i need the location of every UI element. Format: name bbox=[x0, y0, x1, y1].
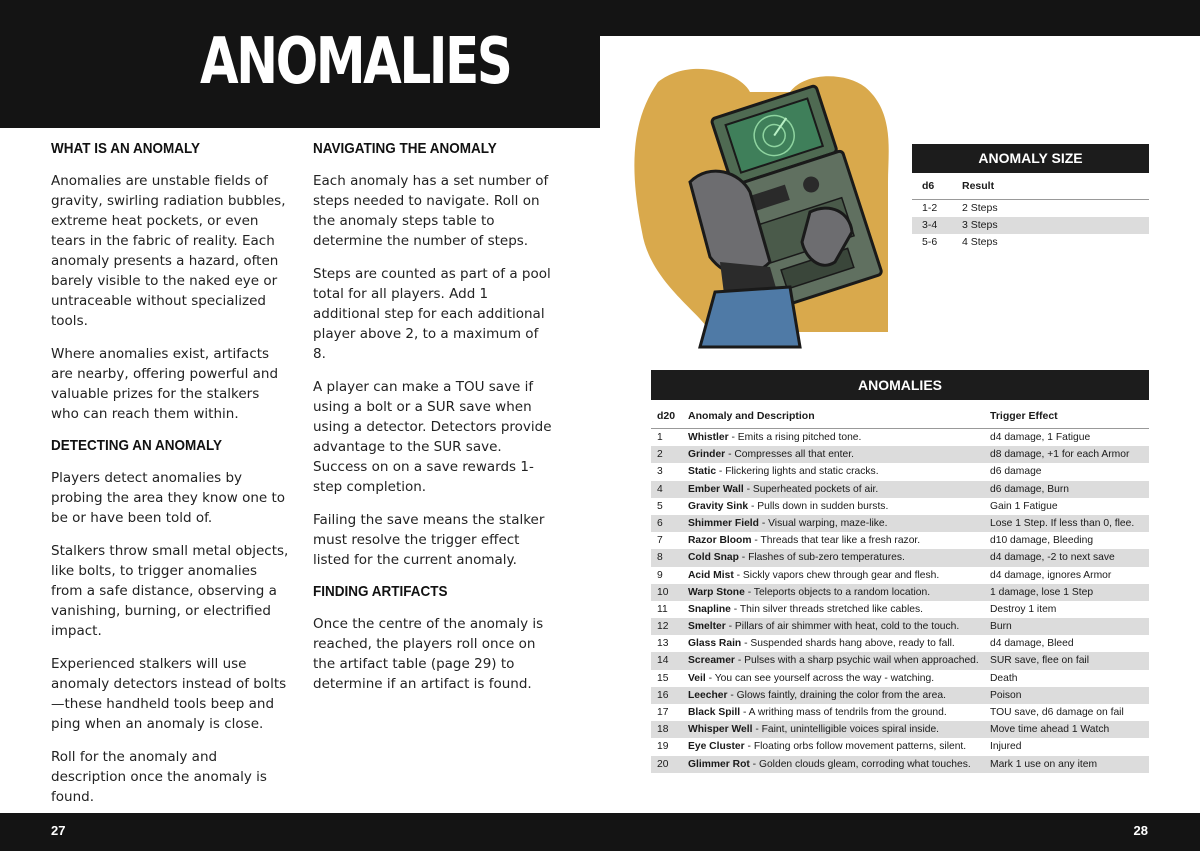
anomaly-name: Black Spill bbox=[688, 707, 741, 718]
roll-cell: 7 bbox=[657, 535, 663, 547]
table-cell: 2 Steps bbox=[962, 202, 998, 214]
table-row bbox=[651, 738, 1149, 755]
table-row bbox=[651, 481, 1149, 498]
table-cell: 3-4 bbox=[922, 219, 938, 231]
paragraph: A player can make a TOU save if using a bolt or a SUR save when using a detector. Detectors provide advantage to the SUR save. Success on on a save rewards 1-step completion. bbox=[313, 379, 552, 495]
roll-cell: 16 bbox=[657, 689, 669, 701]
roll-cell: 11 bbox=[657, 603, 668, 615]
roll-cell: 12 bbox=[657, 621, 669, 633]
paragraph: Players detect anomalies by probing the area they know one to be or have been told of. bbox=[51, 470, 286, 526]
table-cell: 1-2 bbox=[922, 202, 938, 214]
description-cell bbox=[688, 635, 990, 652]
table-row bbox=[651, 635, 1149, 652]
table-row bbox=[651, 601, 1149, 618]
header-cell: Trigger Effect bbox=[990, 410, 1058, 422]
table-row bbox=[651, 567, 1149, 584]
roll-cell: 8 bbox=[657, 552, 663, 564]
roll-cell: 19 bbox=[657, 741, 669, 753]
header-cell: Anomaly and Description bbox=[688, 410, 815, 422]
anomaly-name: Grinder bbox=[688, 449, 726, 461]
anomaly-description: - Floating orbs follow movement patterns, silent. bbox=[744, 741, 967, 753]
paragraph: Experienced stalkers will use anomaly detectors instead of bolts—these handheld tools beep and ping when an anomaly is close. bbox=[51, 656, 287, 732]
header-cell: Result bbox=[962, 180, 995, 192]
anomaly-description: - Teleports objects to a random location. bbox=[744, 586, 931, 598]
anomaly-description: - Thin silver threads stretched like cables. bbox=[730, 603, 924, 615]
table-row bbox=[651, 498, 1149, 515]
roll-cell: 20 bbox=[657, 758, 669, 770]
anomalies-table bbox=[651, 370, 1149, 773]
anomaly-description: - Flashes of sub-zero temperatures. bbox=[738, 552, 905, 564]
table-header bbox=[912, 173, 1149, 200]
table-title: ANOMALY SIZE bbox=[912, 144, 1149, 173]
description-cell bbox=[688, 738, 990, 755]
anomaly-name: Acid Mist bbox=[688, 569, 734, 581]
table-row bbox=[912, 234, 1149, 251]
anomaly-description: - Superheated pockets of air. bbox=[743, 483, 879, 495]
anomaly-description: - Flickering lights and static cracks. bbox=[716, 466, 879, 478]
page-number-left: 27 bbox=[51, 823, 66, 838]
paragraph: Roll for the anomaly and description once the anomaly is found. bbox=[51, 749, 267, 805]
section-heading-what-is: WHAT IS AN ANOMALY bbox=[51, 140, 201, 157]
table-row bbox=[912, 200, 1149, 217]
anomaly-name: Cold Snap bbox=[688, 552, 739, 564]
table-row bbox=[651, 618, 1149, 635]
anomaly-description: - Pillars of air shimmer with heat, cold to the touch. bbox=[725, 621, 960, 633]
table-cell: 5-6 bbox=[922, 236, 938, 248]
anomaly-description: - Suspended shards hang above, ready to fall. bbox=[741, 638, 955, 650]
roll-cell: 4 bbox=[657, 483, 663, 495]
trigger-effect-cell: Poison bbox=[990, 689, 1022, 701]
description-cell bbox=[688, 549, 990, 566]
roll-cell: 17 bbox=[657, 707, 669, 718]
anomaly-name: Smelter bbox=[688, 621, 726, 633]
description-cell bbox=[688, 652, 990, 669]
table-body bbox=[651, 429, 1149, 773]
description-cell bbox=[688, 721, 990, 738]
anomaly-description: - Faint, unintelligible voices spiral inside. bbox=[752, 724, 940, 736]
roll-cell: 18 bbox=[657, 724, 669, 736]
anomaly-description: - Sickly vapors chew through gear and flesh. bbox=[733, 569, 940, 581]
anomaly-description: - A writhing mass of tendrils from the ground. bbox=[740, 707, 947, 718]
anomaly-description: - Glows faintly, draining the color from the area. bbox=[727, 689, 946, 701]
anomaly-name: Eye Cluster bbox=[688, 741, 745, 753]
trigger-effect-cell: d4 damage, Bleed bbox=[990, 638, 1074, 650]
description-cell bbox=[688, 601, 990, 618]
table-row bbox=[651, 670, 1149, 687]
table-row bbox=[651, 463, 1149, 480]
description-cell bbox=[688, 515, 990, 532]
description-cell bbox=[688, 584, 990, 601]
trigger-effect-cell: Lose 1 Step. If less than 0, flee. bbox=[990, 517, 1135, 529]
trigger-effect-cell: Injured bbox=[990, 741, 1022, 753]
trigger-effect-cell: d6 damage, Burn bbox=[990, 483, 1069, 495]
anomaly-name: Razor Bloom bbox=[688, 535, 752, 547]
roll-cell: 14 bbox=[657, 655, 669, 667]
description-cell bbox=[688, 756, 990, 773]
table-row bbox=[651, 532, 1149, 549]
roll-cell: 6 bbox=[657, 517, 663, 529]
description-cell bbox=[688, 446, 990, 463]
paragraph: Where anomalies exist, artifacts are nearby, offering powerful and valuable prizes for the stalkers who can reach them within. bbox=[51, 346, 279, 422]
description-cell bbox=[688, 429, 990, 446]
anomaly-description: - Visual warping, maze-like. bbox=[758, 517, 888, 529]
description-cell bbox=[688, 532, 990, 549]
anomaly-description: - Pulls down in sudden bursts. bbox=[748, 500, 889, 512]
roll-cell: 9 bbox=[657, 569, 663, 581]
footer-bar bbox=[0, 813, 1200, 851]
roll-cell: 15 bbox=[657, 672, 669, 684]
roll-cell: 3 bbox=[657, 466, 663, 478]
middle-column bbox=[313, 140, 553, 707]
trigger-effect-cell: TOU save, d6 damage on fail bbox=[990, 707, 1124, 718]
table-cell: 4 Steps bbox=[962, 236, 998, 248]
trigger-effect-cell: d4 damage, 1 Fatigue bbox=[990, 432, 1091, 443]
roll-cell: 5 bbox=[657, 500, 663, 512]
anomaly-description: - You can see yourself across the way - watching. bbox=[705, 672, 935, 684]
trigger-effect-cell: 1 damage, lose 1 Step bbox=[990, 586, 1094, 598]
trigger-effect-cell: Move time ahead 1 Watch bbox=[990, 724, 1110, 736]
trigger-effect-cell: Burn bbox=[990, 621, 1012, 633]
anomaly-size-table bbox=[912, 144, 1149, 251]
description-cell bbox=[688, 481, 990, 498]
table-row bbox=[651, 704, 1149, 721]
description-cell bbox=[688, 704, 990, 721]
section-heading-detecting: DETECTING AN ANOMALY bbox=[51, 437, 223, 454]
roll-cell: 2 bbox=[657, 449, 663, 461]
description-cell bbox=[688, 498, 990, 515]
description-cell bbox=[688, 670, 990, 687]
table-title: ANOMALIES bbox=[651, 370, 1149, 400]
table-header bbox=[651, 404, 1149, 429]
anomaly-name: Snapline bbox=[688, 603, 731, 615]
paragraph: Once the centre of the anomaly is reached, the players roll once on the artifact table (page 29) to determine if an artifact is found. bbox=[313, 616, 544, 692]
section-heading-finding-artifacts: FINDING ARTIFACTS bbox=[313, 583, 448, 600]
anomaly-description: - Pulses with a sharp psychic wail when approached. bbox=[734, 655, 979, 667]
anomaly-description: - Threads that tear like a fresh razor. bbox=[751, 535, 921, 547]
description-cell bbox=[688, 618, 990, 635]
trigger-effect-cell: Destroy 1 item bbox=[990, 603, 1057, 615]
page-title: ANOMALIES bbox=[200, 25, 511, 99]
trigger-effect-cell: d10 damage, Bleeding bbox=[990, 535, 1094, 547]
paragraph: Anomalies are unstable fields of gravity, swirling radiation bubbles, extreme heat pockets, or even tears in the fabric of reality. Each anomaly presents a hazard, often barely visible to the naked eye or untraceable without specialized tools. bbox=[51, 173, 286, 329]
header-cell: d20 bbox=[657, 410, 676, 422]
description-cell bbox=[688, 687, 990, 704]
trigger-effect-cell: Mark 1 use on any item bbox=[990, 758, 1098, 770]
anomaly-name: Warp Stone bbox=[688, 586, 745, 598]
table-row bbox=[651, 515, 1149, 532]
description-cell bbox=[688, 567, 990, 584]
paragraph: Stalkers throw small metal objects, like bolts, to trigger anomalies from a safe distance, observing a vanishing, burning, or electrified impact. bbox=[51, 543, 289, 639]
left-column bbox=[51, 140, 291, 820]
header-cell: d6 bbox=[922, 180, 935, 192]
title-block bbox=[0, 0, 600, 128]
anomaly-description: - Golden clouds gleam, corroding what touches. bbox=[749, 758, 971, 770]
roll-cell: 13 bbox=[657, 638, 669, 650]
anomaly-name: Ember Wall bbox=[688, 483, 744, 495]
trigger-effect-cell: d8 damage, +1 for each Armor bbox=[990, 449, 1130, 461]
anomaly-name: Screamer bbox=[688, 655, 735, 667]
paragraph: Each anomaly has a set number of steps needed to navigate. Roll on the anomaly steps table to determine the number of steps. bbox=[313, 173, 549, 249]
table-row bbox=[651, 687, 1149, 704]
table-row bbox=[912, 217, 1149, 234]
anomaly-name: Veil bbox=[688, 672, 706, 684]
table-row bbox=[651, 584, 1149, 601]
table-row bbox=[651, 446, 1149, 463]
detector-illustration-icon bbox=[630, 62, 900, 352]
table-row bbox=[651, 721, 1149, 738]
trigger-effect-cell: Gain 1 Fatigue bbox=[990, 500, 1058, 512]
trigger-effect-cell: d4 damage, -2 to next save bbox=[990, 552, 1115, 564]
anomaly-name: Glass Rain bbox=[688, 638, 742, 650]
anomaly-name: Gravity Sink bbox=[688, 500, 749, 512]
anomaly-description: - Compresses all that enter. bbox=[725, 449, 854, 461]
section-heading-navigating: NAVIGATING THE ANOMALY bbox=[313, 140, 497, 157]
anomaly-name: Whisper Well bbox=[688, 724, 753, 736]
anomaly-name: Glimmer Rot bbox=[688, 758, 750, 770]
trigger-effect-cell: d6 damage bbox=[990, 466, 1042, 478]
table-row bbox=[651, 429, 1149, 446]
description-cell bbox=[688, 463, 990, 480]
paragraph: Steps are counted as part of a pool total for all players. Add 1 additional step for each additional player above 2, to a maximum of 8. bbox=[313, 266, 551, 362]
table-cell: 3 Steps bbox=[962, 219, 998, 231]
anomaly-name: Whistler bbox=[688, 432, 729, 443]
paragraph: Failing the save means the stalker must resolve the trigger effect listed for the current anomaly. bbox=[313, 512, 545, 568]
anomaly-name: Static bbox=[688, 466, 717, 478]
trigger-effect-cell: Death bbox=[990, 672, 1018, 684]
table-row bbox=[651, 549, 1149, 566]
anomaly-description: - Emits a rising pitched tone. bbox=[728, 432, 862, 443]
trigger-effect-cell: SUR save, flee on fail bbox=[990, 655, 1090, 667]
roll-cell: 10 bbox=[657, 586, 669, 598]
table-row bbox=[651, 756, 1149, 773]
anomaly-name: Leecher bbox=[688, 689, 728, 701]
roll-cell: 1 bbox=[657, 432, 663, 443]
trigger-effect-cell: d4 damage, ignores Armor bbox=[990, 569, 1112, 581]
page-number-right: 28 bbox=[1133, 823, 1148, 838]
anomaly-name: Shimmer Field bbox=[688, 517, 759, 529]
table-row bbox=[651, 652, 1149, 669]
